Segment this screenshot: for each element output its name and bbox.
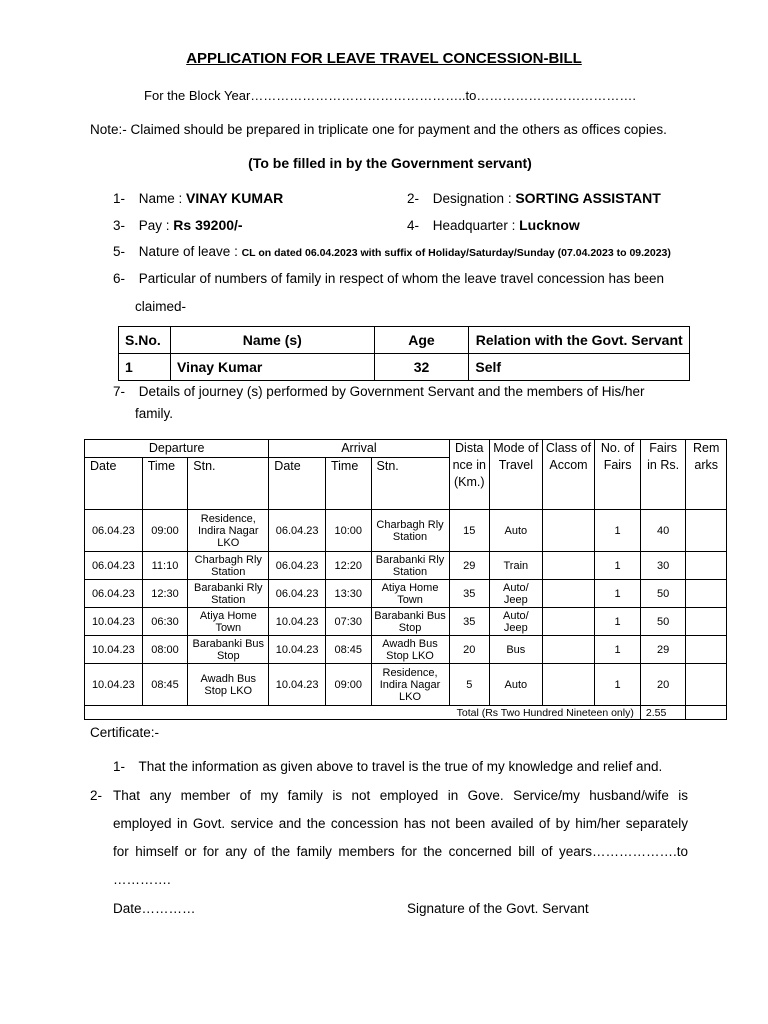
filled-by-heading: (To be filled in by the Government servant) xyxy=(248,155,532,171)
cell-mode: Train xyxy=(490,552,543,580)
cell-remarks xyxy=(686,510,727,552)
header-relation: Relation with the Govt. Servant xyxy=(469,327,690,354)
item-number: 6- xyxy=(113,271,126,286)
header-age: Age xyxy=(374,327,469,354)
family-table xyxy=(118,326,690,381)
table-row xyxy=(85,664,727,706)
cell-fairs-rs: 50 xyxy=(640,608,686,636)
certificate-heading: Certificate:- xyxy=(90,725,160,740)
cell-remarks xyxy=(686,580,727,608)
table-row xyxy=(85,608,727,636)
cell-distance: 15 xyxy=(449,510,490,552)
cell-dep-stn: Barabanki Bus Stop xyxy=(188,636,269,664)
item-7-continued: family. xyxy=(135,406,174,421)
cell-distance: 35 xyxy=(449,608,490,636)
date-line: Date………… xyxy=(113,901,196,916)
pay-value: Rs 39200/- xyxy=(173,217,243,233)
cell-dep-time: 08:00 xyxy=(142,636,188,664)
arr-time-header: Time xyxy=(325,458,371,510)
certificate-item-1-text: That the information as given above to travel is the true of my knowledge and relief and. xyxy=(138,759,663,774)
block-year-line: For the Block Year…………………………………………..to………………………………. xyxy=(144,88,636,103)
certificate-item-2-line-1: That any member of my family is not employed in Gove. Service/my husband/wife is xyxy=(113,788,688,803)
cell-arr-stn: Residence, Indira Nagar LKO xyxy=(371,664,449,706)
cell-fairs-rs: 40 xyxy=(640,510,686,552)
arr-stn-header: Stn. xyxy=(371,458,449,510)
table-row xyxy=(85,552,727,580)
cell-class xyxy=(542,636,595,664)
item-7 xyxy=(113,384,644,399)
cell-fairs-no: 1 xyxy=(595,510,641,552)
cell-dep-time: 08:45 xyxy=(142,664,188,706)
cell-class xyxy=(542,664,595,706)
field-name xyxy=(113,190,283,206)
total-remarks xyxy=(686,706,727,720)
cell-dep-time: 09:00 xyxy=(142,510,188,552)
journey-table xyxy=(84,439,727,720)
certificate-item-2-line-2: employed in Govt. service and the concession has not been availed of by him/her separately xyxy=(113,816,688,831)
item-6 xyxy=(113,271,664,286)
cell-arr-date: 06.04.23 xyxy=(269,580,326,608)
cell-dep-stn: Residence, Indira Nagar LKO xyxy=(188,510,269,552)
cell-arr-stn: Charbagh Rly Station xyxy=(371,510,449,552)
class-header: Class of Accom xyxy=(542,440,595,510)
cell-class xyxy=(542,608,595,636)
cell-dep-stn: Atiya Home Town xyxy=(188,608,269,636)
field-nature-of-leave xyxy=(113,244,671,259)
certificate-item-2-number: 2- xyxy=(90,788,103,803)
headquarter-label: Headquarter : xyxy=(432,218,516,233)
cell-arr-time: 08:45 xyxy=(325,636,371,664)
item-6-text: Particular of numbers of family in respect of whom the leave travel concession has been xyxy=(138,271,665,286)
cell-dep-stn: Barabanki Rly Station xyxy=(188,580,269,608)
cell-fairs-no: 1 xyxy=(595,664,641,706)
cell-fairs-no: 1 xyxy=(595,636,641,664)
table-row xyxy=(85,636,727,664)
note-text: Note:- Claimed should be prepared in triplicate one for payment and the others as offices copies. xyxy=(90,122,667,137)
cell-arr-stn: Barabanki Rly Station xyxy=(371,552,449,580)
leave-label: Nature of leave : xyxy=(138,244,238,259)
headquarter-value: Lucknow xyxy=(519,217,580,233)
item-number: 1- xyxy=(113,191,126,206)
item-number: 2- xyxy=(407,191,420,206)
cell-distance: 20 xyxy=(449,636,490,664)
cell-fairs-no: 1 xyxy=(595,608,641,636)
cell-class xyxy=(542,510,595,552)
cell-arr-date: 06.04.23 xyxy=(269,552,326,580)
distance-header: Dista nce in (Km.) xyxy=(449,440,490,510)
dep-time-header: Time xyxy=(142,458,188,510)
departure-header: Departure xyxy=(85,440,269,458)
cell-fairs-rs: 50 xyxy=(640,580,686,608)
cell-class xyxy=(542,580,595,608)
cell-fairs-rs: 30 xyxy=(640,552,686,580)
cell-age: 32 xyxy=(374,354,469,381)
dep-stn-header: Stn. xyxy=(188,458,269,510)
journey-total-row xyxy=(85,706,727,720)
cell-arr-date: 06.04.23 xyxy=(269,510,326,552)
item-6-continued: claimed- xyxy=(135,299,187,314)
certificate-item-2-line-3: for himself or for any of the family members for the concerned bill of years……………….to xyxy=(113,844,688,859)
cell-dep-stn: Awadh Bus Stop LKO xyxy=(188,664,269,706)
total-label: Total (Rs Two Hundred Nineteen only) xyxy=(85,706,641,720)
journey-group-header xyxy=(85,440,727,458)
table-row xyxy=(119,354,690,381)
cell-mode: Auto/ Jeep xyxy=(490,608,543,636)
cell-remarks xyxy=(686,636,727,664)
item-number: 7- xyxy=(113,384,126,399)
cell-fairs-rs: 20 xyxy=(640,664,686,706)
cell-remarks xyxy=(686,552,727,580)
designation-value: SORTING ASSISTANT xyxy=(515,190,661,206)
item-number: 5- xyxy=(113,244,126,259)
leave-value: CL on dated 06.04.2023 with suffix of Holiday/Saturday/Sunday (07.04.2023 to 09.2023) xyxy=(241,247,671,259)
cell-mode: Auto xyxy=(490,664,543,706)
remarks-header: Rem arks xyxy=(686,440,727,510)
cell-dep-date: 06.04.23 xyxy=(85,552,143,580)
cell-name: Vinay Kumar xyxy=(170,354,374,381)
cell-arr-date: 10.04.23 xyxy=(269,636,326,664)
cell-class xyxy=(542,552,595,580)
cell-fairs-no: 1 xyxy=(595,552,641,580)
field-designation xyxy=(407,190,661,206)
mode-header: Mode of Travel xyxy=(490,440,543,510)
arrival-header: Arrival xyxy=(269,440,449,458)
name-label: Name : xyxy=(138,191,183,206)
cell-dep-date: 06.04.23 xyxy=(85,580,143,608)
total-value: 2.55 xyxy=(640,706,686,720)
designation-label: Designation : xyxy=(432,191,512,206)
certificate-item-2-line-4: …………. xyxy=(113,872,171,887)
table-row xyxy=(85,580,727,608)
pay-label: Pay : xyxy=(138,218,170,233)
table-row xyxy=(85,510,727,552)
cell-mode: Auto/ Jeep xyxy=(490,580,543,608)
cell-arr-date: 10.04.23 xyxy=(269,664,326,706)
cell-dep-time: 11:10 xyxy=(142,552,188,580)
cell-arr-stn: Barabanki Bus Stop xyxy=(371,608,449,636)
cell-dep-time: 12:30 xyxy=(142,580,188,608)
cell-dep-date: 10.04.23 xyxy=(85,608,143,636)
arr-date-header: Date xyxy=(269,458,326,510)
cell-mode: Auto xyxy=(490,510,543,552)
fairs-rs-header: Fairs in Rs. xyxy=(640,440,686,510)
cell-distance: 35 xyxy=(449,580,490,608)
cell-remarks xyxy=(686,608,727,636)
family-table-header xyxy=(119,327,690,354)
header-name: Name (s) xyxy=(170,327,374,354)
header-sno: S.No. xyxy=(119,327,171,354)
cell-arr-time: 10:00 xyxy=(325,510,371,552)
fairs-no-header: No. of Fairs xyxy=(595,440,641,510)
cell-dep-stn: Charbagh Rly Station xyxy=(188,552,269,580)
cell-arr-time: 13:30 xyxy=(325,580,371,608)
cell-arr-time: 09:00 xyxy=(325,664,371,706)
dep-date-header: Date xyxy=(85,458,143,510)
cell-dep-date: 06.04.23 xyxy=(85,510,143,552)
cell-fairs-rs: 29 xyxy=(640,636,686,664)
cell-arr-time: 07:30 xyxy=(325,608,371,636)
cell-arr-stn: Atiya Home Town xyxy=(371,580,449,608)
cell-arr-time: 12:20 xyxy=(325,552,371,580)
item-number: 3- xyxy=(113,218,126,233)
signature-line: Signature of the Govt. Servant xyxy=(407,901,589,916)
cell-remarks xyxy=(686,664,727,706)
form-title: APPLICATION FOR LEAVE TRAVEL CONCESSION-BILL xyxy=(186,50,582,67)
name-value: VINAY KUMAR xyxy=(186,190,284,206)
item-number: 1- xyxy=(113,759,126,774)
cell-distance: 5 xyxy=(449,664,490,706)
item-number: 4- xyxy=(407,218,420,233)
cell-arr-stn: Awadh Bus Stop LKO xyxy=(371,636,449,664)
cell-dep-time: 06:30 xyxy=(142,608,188,636)
cell-dep-date: 10.04.23 xyxy=(85,664,143,706)
certificate-item-1 xyxy=(113,759,662,774)
cell-sno: 1 xyxy=(119,354,171,381)
cell-distance: 29 xyxy=(449,552,490,580)
cell-dep-date: 10.04.23 xyxy=(85,636,143,664)
item-7-text: Details of journey (s) performed by Government Servant and the members of His/her xyxy=(138,384,645,399)
field-pay xyxy=(113,217,243,233)
cell-relation: Self xyxy=(469,354,690,381)
cell-fairs-no: 1 xyxy=(595,580,641,608)
field-headquarter xyxy=(407,217,580,233)
cell-arr-date: 10.04.23 xyxy=(269,608,326,636)
cell-mode: Bus xyxy=(490,636,543,664)
